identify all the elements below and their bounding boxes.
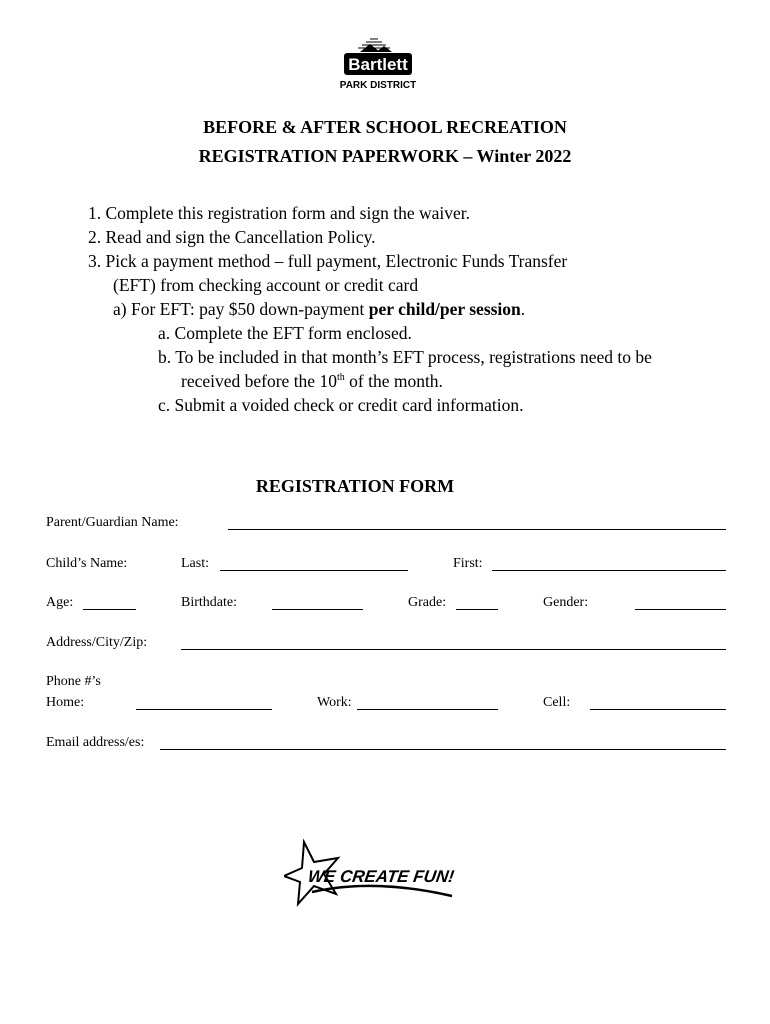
instruction-item-3-continued: (EFT) from checking account or credit card	[113, 275, 419, 295]
child-last-name-field[interactable]	[220, 570, 408, 571]
eft-subitem	[113, 297, 525, 321]
step-text: Submit a voided check or credit card information.	[174, 395, 524, 415]
cell-phone-label: Cell:	[543, 695, 571, 710]
instruction-text: Complete this registration form and sign the waiver.	[105, 203, 471, 223]
svg-text:Bartlett: Bartlett	[348, 55, 408, 74]
svg-text:PARK DISTRICT: PARK DISTRICT	[340, 80, 416, 91]
bartlett-park-district-logo	[340, 36, 416, 92]
address-city-zip-field[interactable]	[181, 649, 726, 650]
instruction-text: Read and sign the Cancellation Policy.	[105, 227, 376, 247]
document-title-line-2: REGISTRATION PAPERWORK – Winter 2022	[198, 146, 572, 166]
instruction-number: 2.	[88, 227, 102, 247]
parent-guardian-name-field[interactable]	[228, 529, 726, 530]
instruction-item-3	[88, 249, 567, 273]
last-name-label: Last:	[181, 556, 209, 571]
work-phone-label: Work:	[317, 695, 352, 710]
eft-step-c	[158, 393, 523, 417]
parent-guardian-label: Parent/Guardian Name:	[46, 515, 179, 530]
subitem-period: .	[520, 299, 526, 319]
gender-field[interactable]	[635, 609, 726, 610]
instruction-text: Pick a payment method – full payment, Electronic Funds Transfer	[105, 251, 568, 271]
step-text: received before the 10	[181, 371, 337, 391]
phone-numbers-label: Phone #’s	[46, 674, 101, 689]
gender-label: Gender:	[543, 595, 589, 610]
first-name-label: First:	[453, 556, 483, 571]
cell-phone-field[interactable]	[590, 709, 726, 710]
document-title-line-1: BEFORE & AFTER SCHOOL RECREATION	[203, 117, 567, 137]
registration-form-title: REGISTRATION FORM	[255, 476, 455, 496]
address-label: Address/City/Zip:	[46, 635, 148, 650]
grade-field[interactable]	[456, 609, 498, 610]
subitem-label: a)	[113, 299, 127, 319]
age-label: Age:	[46, 595, 74, 610]
step-label: a.	[158, 323, 171, 343]
instruction-item-2	[88, 225, 376, 249]
we-create-fun-star-logo	[284, 834, 456, 908]
instruction-item-1	[88, 201, 470, 225]
email-label: Email address/es:	[46, 735, 145, 750]
ordinal-suffix: th	[336, 372, 345, 384]
subitem-bold-text: per child/per session	[368, 299, 521, 319]
work-phone-field[interactable]	[357, 709, 498, 710]
instruction-number: 1.	[88, 203, 102, 223]
step-text: of the month.	[344, 371, 443, 391]
email-address-field[interactable]	[160, 749, 726, 750]
subitem-text: For EFT: pay $50 down-payment	[130, 299, 369, 319]
home-phone-field[interactable]	[136, 709, 272, 710]
step-text: Complete the EFT form enclosed.	[174, 323, 412, 343]
step-text: To be included in that month’s EFT process, registrations need to be	[175, 347, 652, 367]
birthdate-field[interactable]	[272, 609, 363, 610]
eft-step-a	[158, 321, 412, 345]
step-label: b.	[158, 347, 172, 367]
child-first-name-field[interactable]	[492, 570, 726, 571]
eft-step-b-continued	[181, 369, 443, 393]
eft-step-b	[158, 345, 652, 369]
svg-text:WE CREATE FUN!: WE CREATE FUN!	[306, 867, 456, 886]
birthdate-label: Birthdate:	[181, 595, 237, 610]
age-field[interactable]	[83, 609, 136, 610]
grade-label: Grade:	[408, 595, 447, 610]
instruction-number: 3.	[88, 251, 102, 271]
childs-name-label: Child’s Name:	[46, 556, 128, 571]
home-phone-label: Home:	[46, 695, 85, 710]
step-label: c.	[158, 395, 171, 415]
